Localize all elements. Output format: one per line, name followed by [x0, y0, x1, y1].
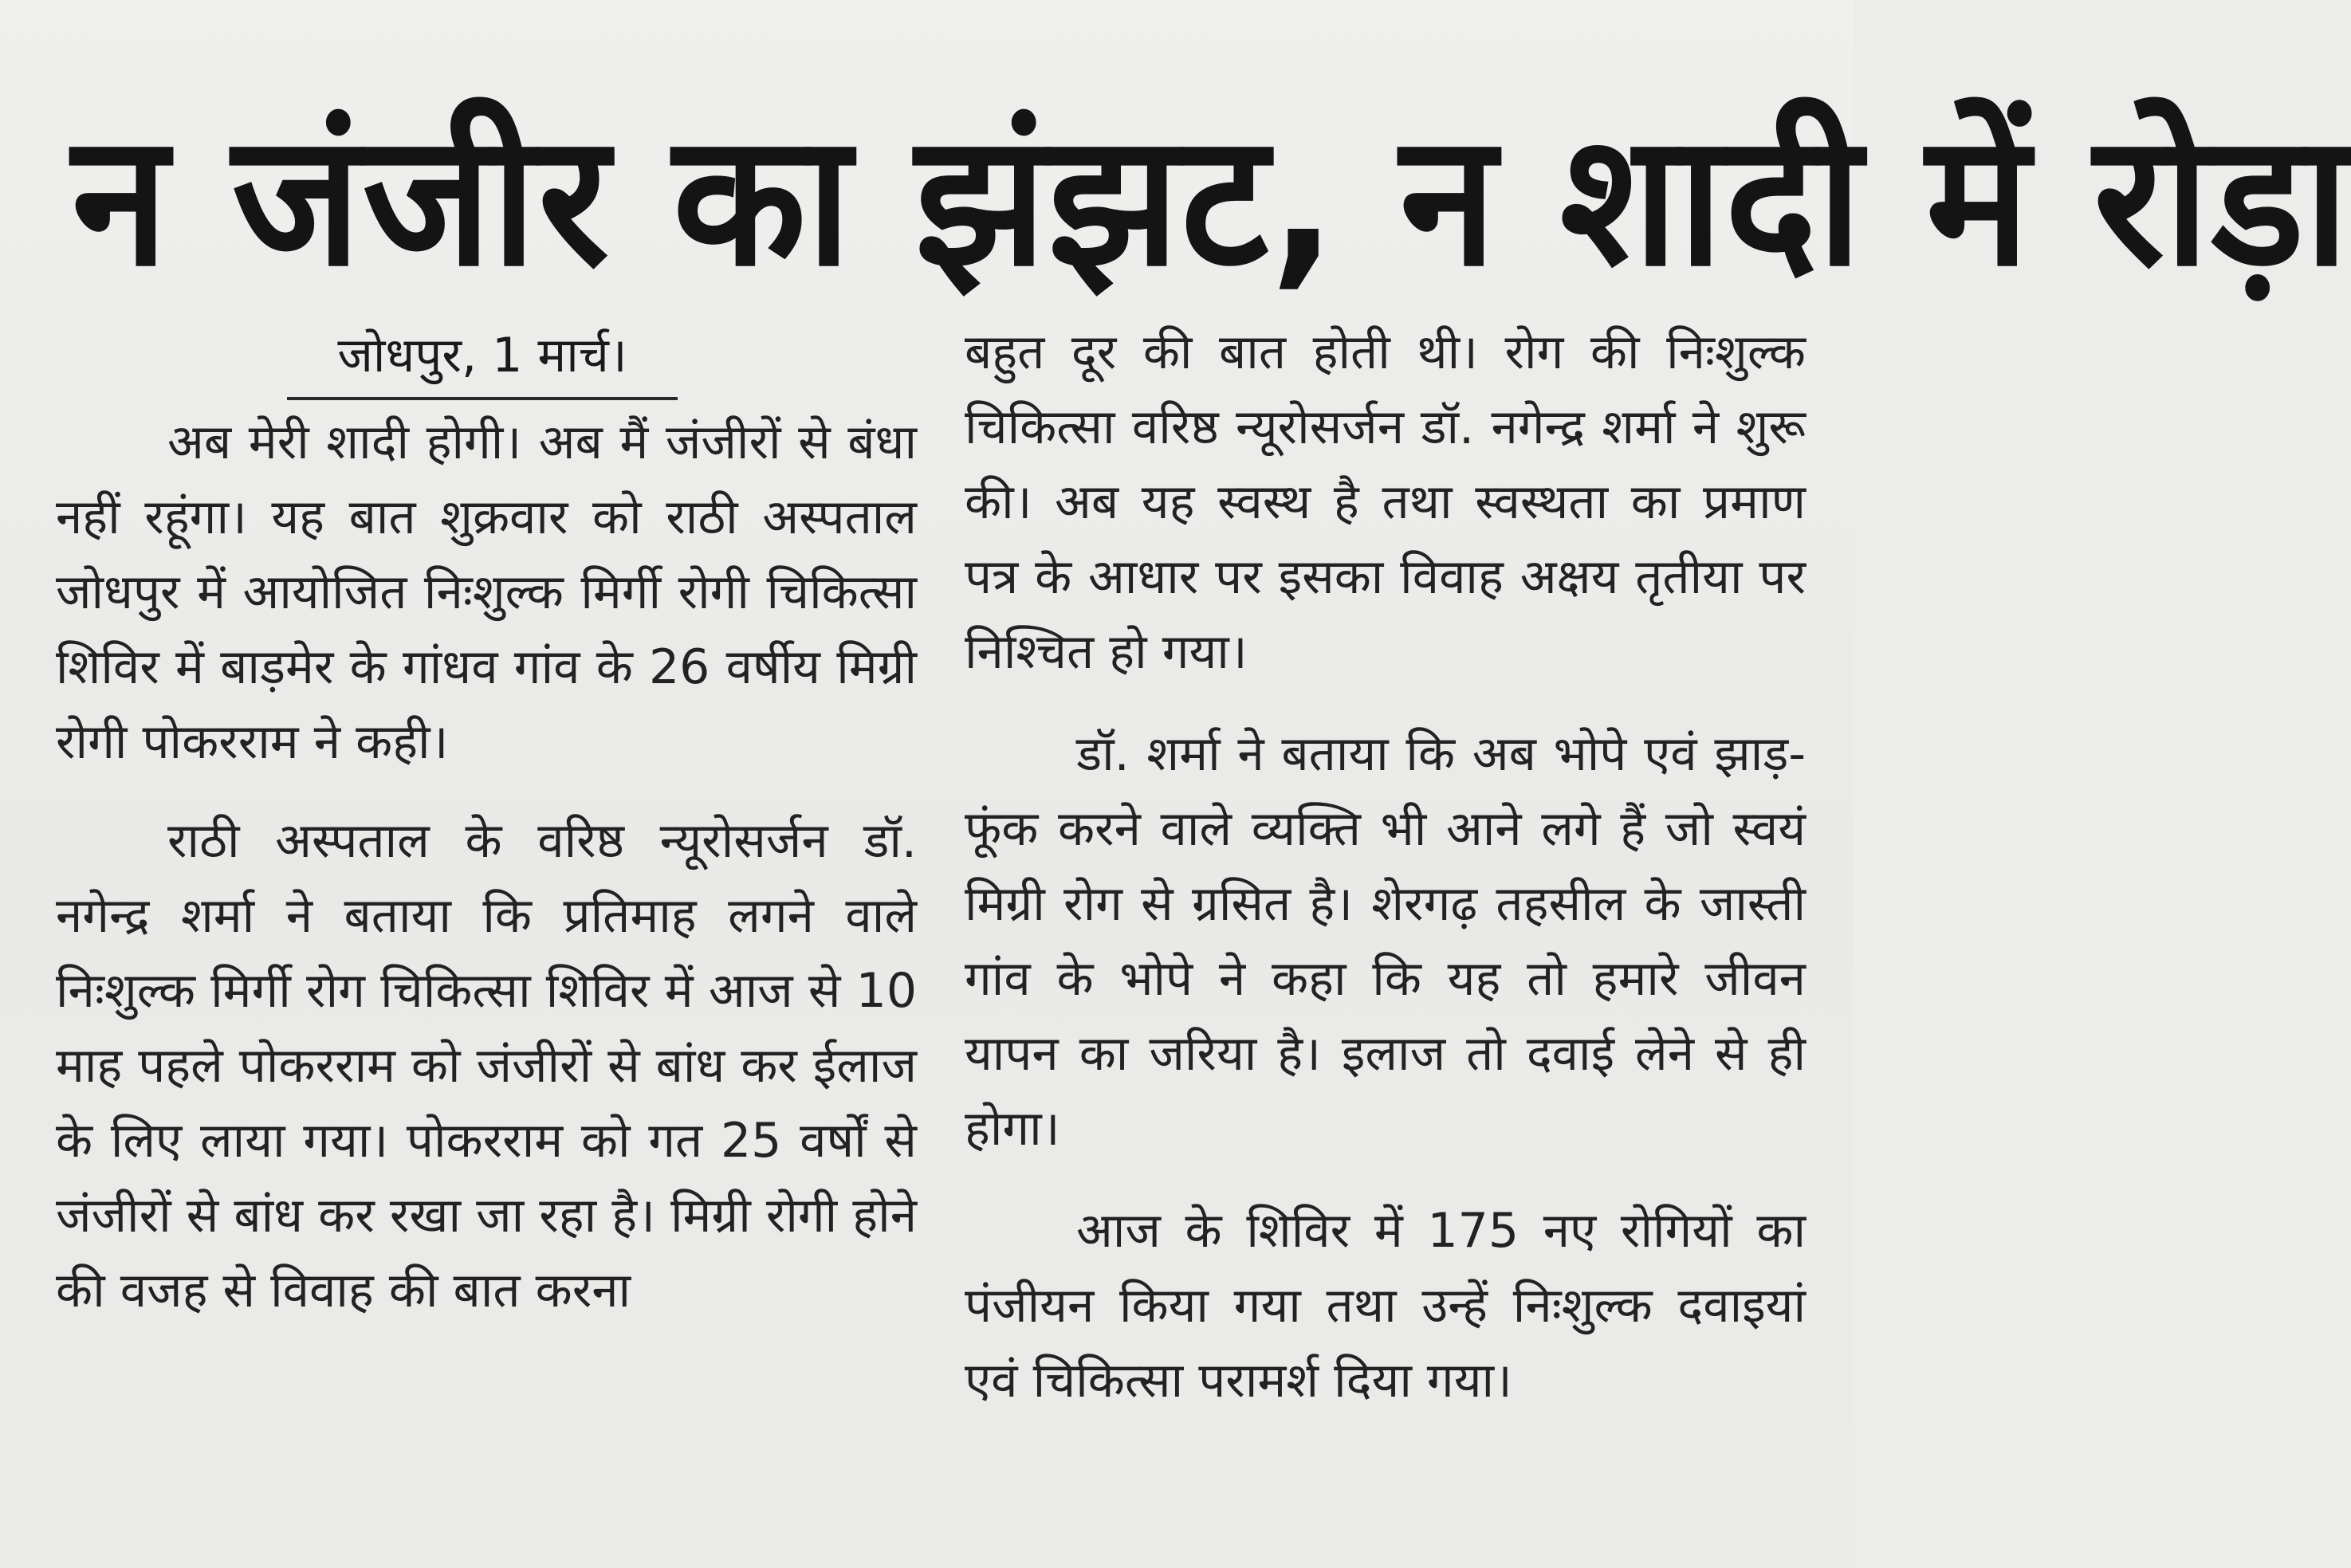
dateline-block [287, 317, 678, 400]
paragraph-3: डॉ. शर्मा ने बताया कि अब भोपे एवं झाड़-फूंक करने वाले व्यक्ति भी आने लगे हैं जो स्वयं मिग्री रोग से ग्रसित है। शेरगढ़ तहसील के जास्ती गांव के भोपे ने कहा कि यह तो हमारे जीवन यापन का जरिया है। इलाज तो दवाई लेने से ही होगा। [965, 726, 1806, 1157]
left-column [56, 405, 917, 1328]
right-column [965, 315, 1806, 1418]
paragraph-2: राठी अस्पताल के वरिष्ठ न्यूरोसर्जन डॉ. नगेन्द्र शर्मा ने बताया कि प्रतिमाह लगने वाले निःशुल्क मिर्गी रोग चिकित्सा शिविर में आज से 10 माह पहले पोकरराम को जंजीरों से बांध कर ईलाज के लिए लाया गया। पोकरराम को गत 25 वर्षों से जंजीरों से बांध कर रखा जा रहा है। मिग्री रोगी होने की वजह से विवाह की बात करना [56, 813, 917, 1318]
paragraph-1: अब मेरी शादी होगी। अब मैं जंजीरों से बंधा नहीं रहूंगा। यह बात शुक्रवार को राठी अस्पताल जोधपुर में आयोजित निःशुल्क मिर्गी रोगी चिकित्सा शिविर में बाड़मेर के गांधव गांव के 26 वर्षीय मिग्री रोगी पोकरराम ने कही। [56, 415, 917, 770]
paragraph-continued: बहुत दूर की बात होती थी। रोग की निःशुल्क चिकित्सा वरिष्ठ न्यूरोसर्जन डॉ. नगेन्द्र शर्मा ने शुरू की। अब यह स्वस्थ है तथा स्वस्थता का प्रमाण पत्र के आधार पर इसका विवाह अक्षय तृतीया पर निश्चित हो गया। [965, 324, 1806, 680]
article-headline: न जंजीर का झंझट, न शादी में रोड़ा [72, 95, 2351, 307]
dateline: जोधपुर, 1 मार्च। [337, 328, 627, 383]
paragraph-4: आज के शिविर में 175 नए रोगियों का पंजीयन किया गया तथा उन्हें निःशुल्क दवाइयां एवं चिकित्सा परामर्श दिया गया। [965, 1203, 1806, 1409]
